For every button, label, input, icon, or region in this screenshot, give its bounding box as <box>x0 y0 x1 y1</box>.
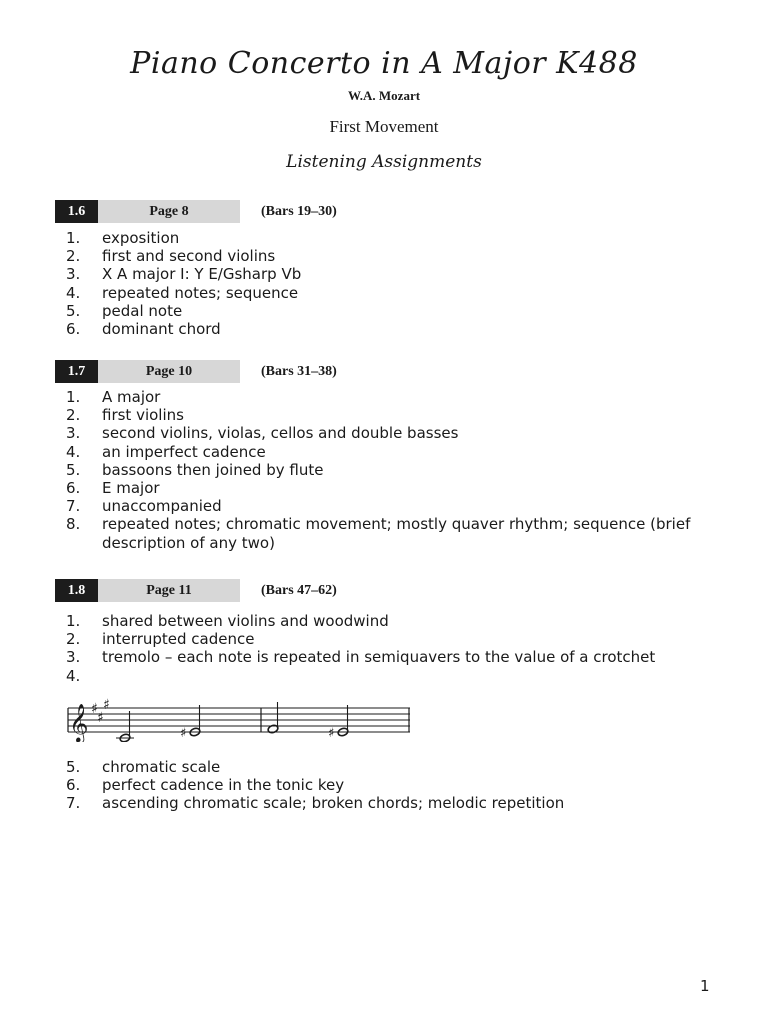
item-text <box>102 667 706 685</box>
item-text: dominant chord <box>102 320 221 339</box>
list-item <box>66 461 706 479</box>
list-item <box>66 648 706 666</box>
item-text: E major <box>102 479 160 498</box>
list-item <box>66 388 706 406</box>
list-item <box>66 667 706 685</box>
page-number: 1 <box>700 977 710 995</box>
item-number: 6. <box>66 479 81 498</box>
item-text: unaccompanied <box>102 497 222 516</box>
item-text: chromatic scale <box>102 758 221 776</box>
item-number: 7. <box>66 794 81 813</box>
answer-list-1-8-continued <box>66 758 706 813</box>
item-text: an imperfect cadence <box>102 442 266 461</box>
item-text: first and second violins <box>102 247 276 266</box>
item-number: 5. <box>66 758 81 776</box>
section-page: Page 10 <box>98 360 240 383</box>
item-number: 2. <box>66 406 81 425</box>
list-item <box>66 612 706 630</box>
list-item <box>66 758 706 776</box>
item-text: shared between violins and woodwind <box>102 612 389 630</box>
item-text: perfect cadence in the tonic key <box>102 776 345 795</box>
item-text: A major <box>102 388 161 406</box>
section-header-1-7 <box>55 360 455 383</box>
list-item <box>66 479 706 497</box>
note-3 <box>267 702 279 734</box>
item-number: 2. <box>66 630 81 649</box>
svg-text:♯: ♯ <box>103 697 110 713</box>
item-number: 1. <box>66 612 81 630</box>
list-item <box>66 247 706 265</box>
item-text: repeated notes; sequence <box>102 283 299 302</box>
item-number: 1. <box>66 388 81 406</box>
item-text: bassoons then joined by flute <box>102 460 324 479</box>
list-item <box>66 284 706 302</box>
treble-clef-icon: 𝄞 <box>69 703 89 742</box>
list-item <box>66 794 706 812</box>
list-item <box>66 320 706 338</box>
item-text: X A major I: Y E/Gsharp Vb <box>102 265 302 284</box>
item-text: interrupted cadence <box>102 630 255 649</box>
list-item <box>66 265 706 283</box>
item-number: 6. <box>66 320 81 339</box>
key-signature-sharps-icon <box>91 697 110 726</box>
item-number: 3. <box>66 648 81 667</box>
answer-list-1-8 <box>66 612 706 685</box>
section-page: Page 11 <box>98 579 240 602</box>
note-4 <box>328 705 349 741</box>
item-number: 7. <box>66 497 81 516</box>
list-item <box>66 424 706 442</box>
item-text: first violins <box>102 406 184 425</box>
section-header-1-8 <box>55 579 455 602</box>
svg-text:♯: ♯ <box>91 701 98 717</box>
section-page: Page 8 <box>98 200 240 223</box>
answer-list-1-6 <box>66 229 706 338</box>
item-text: second violins, violas, cellos and double basses <box>102 424 459 443</box>
section-bars: (Bars 47–62) <box>261 583 337 598</box>
item-text: ascending chromatic scale; broken chords; melodic repetition <box>102 794 565 813</box>
note-2 <box>180 705 201 741</box>
item-number: 1. <box>66 229 81 247</box>
svg-text:♯: ♯ <box>97 710 104 726</box>
item-text: repeated notes; chromatic movement; mostly quaver rhythm; sequence (brief description of any two) <box>102 515 691 552</box>
item-number: 8. <box>66 515 81 534</box>
section-number: 1.8 <box>55 579 98 602</box>
item-number: 4. <box>66 442 81 461</box>
item-number: 3. <box>66 265 81 284</box>
item-number: 3. <box>66 424 81 443</box>
list-item <box>66 776 706 794</box>
item-text: pedal note <box>102 301 183 320</box>
item-text: exposition <box>102 229 180 247</box>
svg-text:♯: ♯ <box>328 726 335 741</box>
item-number: 4. <box>66 283 81 302</box>
movement-heading: First Movement <box>329 117 439 136</box>
list-item <box>66 497 706 515</box>
list-item <box>66 443 706 461</box>
item-number: 2. <box>66 247 81 266</box>
item-number: 5. <box>66 460 81 479</box>
section-bars: (Bars 31–38) <box>261 364 337 379</box>
item-number: 4. <box>66 666 81 685</box>
page-title: Piano Concerto in A Major K488 <box>130 46 638 81</box>
item-text: tremolo – each note is repeated in semiquavers to the value of a crotchet <box>102 648 656 667</box>
music-notation-excerpt <box>62 690 414 742</box>
list-item <box>66 302 706 320</box>
section-number: 1.6 <box>55 200 98 223</box>
svg-text:♯: ♯ <box>180 726 187 741</box>
composer-name: W.A. Mozart <box>347 88 421 103</box>
list-item <box>66 229 706 247</box>
item-number: 6. <box>66 776 81 795</box>
assignments-heading: Listening Assignments <box>286 152 482 172</box>
list-item <box>66 515 706 551</box>
section-header-1-6 <box>55 200 455 223</box>
answer-list-1-7 <box>66 388 706 552</box>
item-number: 5. <box>66 301 81 320</box>
section-bars: (Bars 19–30) <box>261 204 337 219</box>
list-item <box>66 630 706 648</box>
list-item <box>66 406 706 424</box>
section-number: 1.7 <box>55 360 98 383</box>
